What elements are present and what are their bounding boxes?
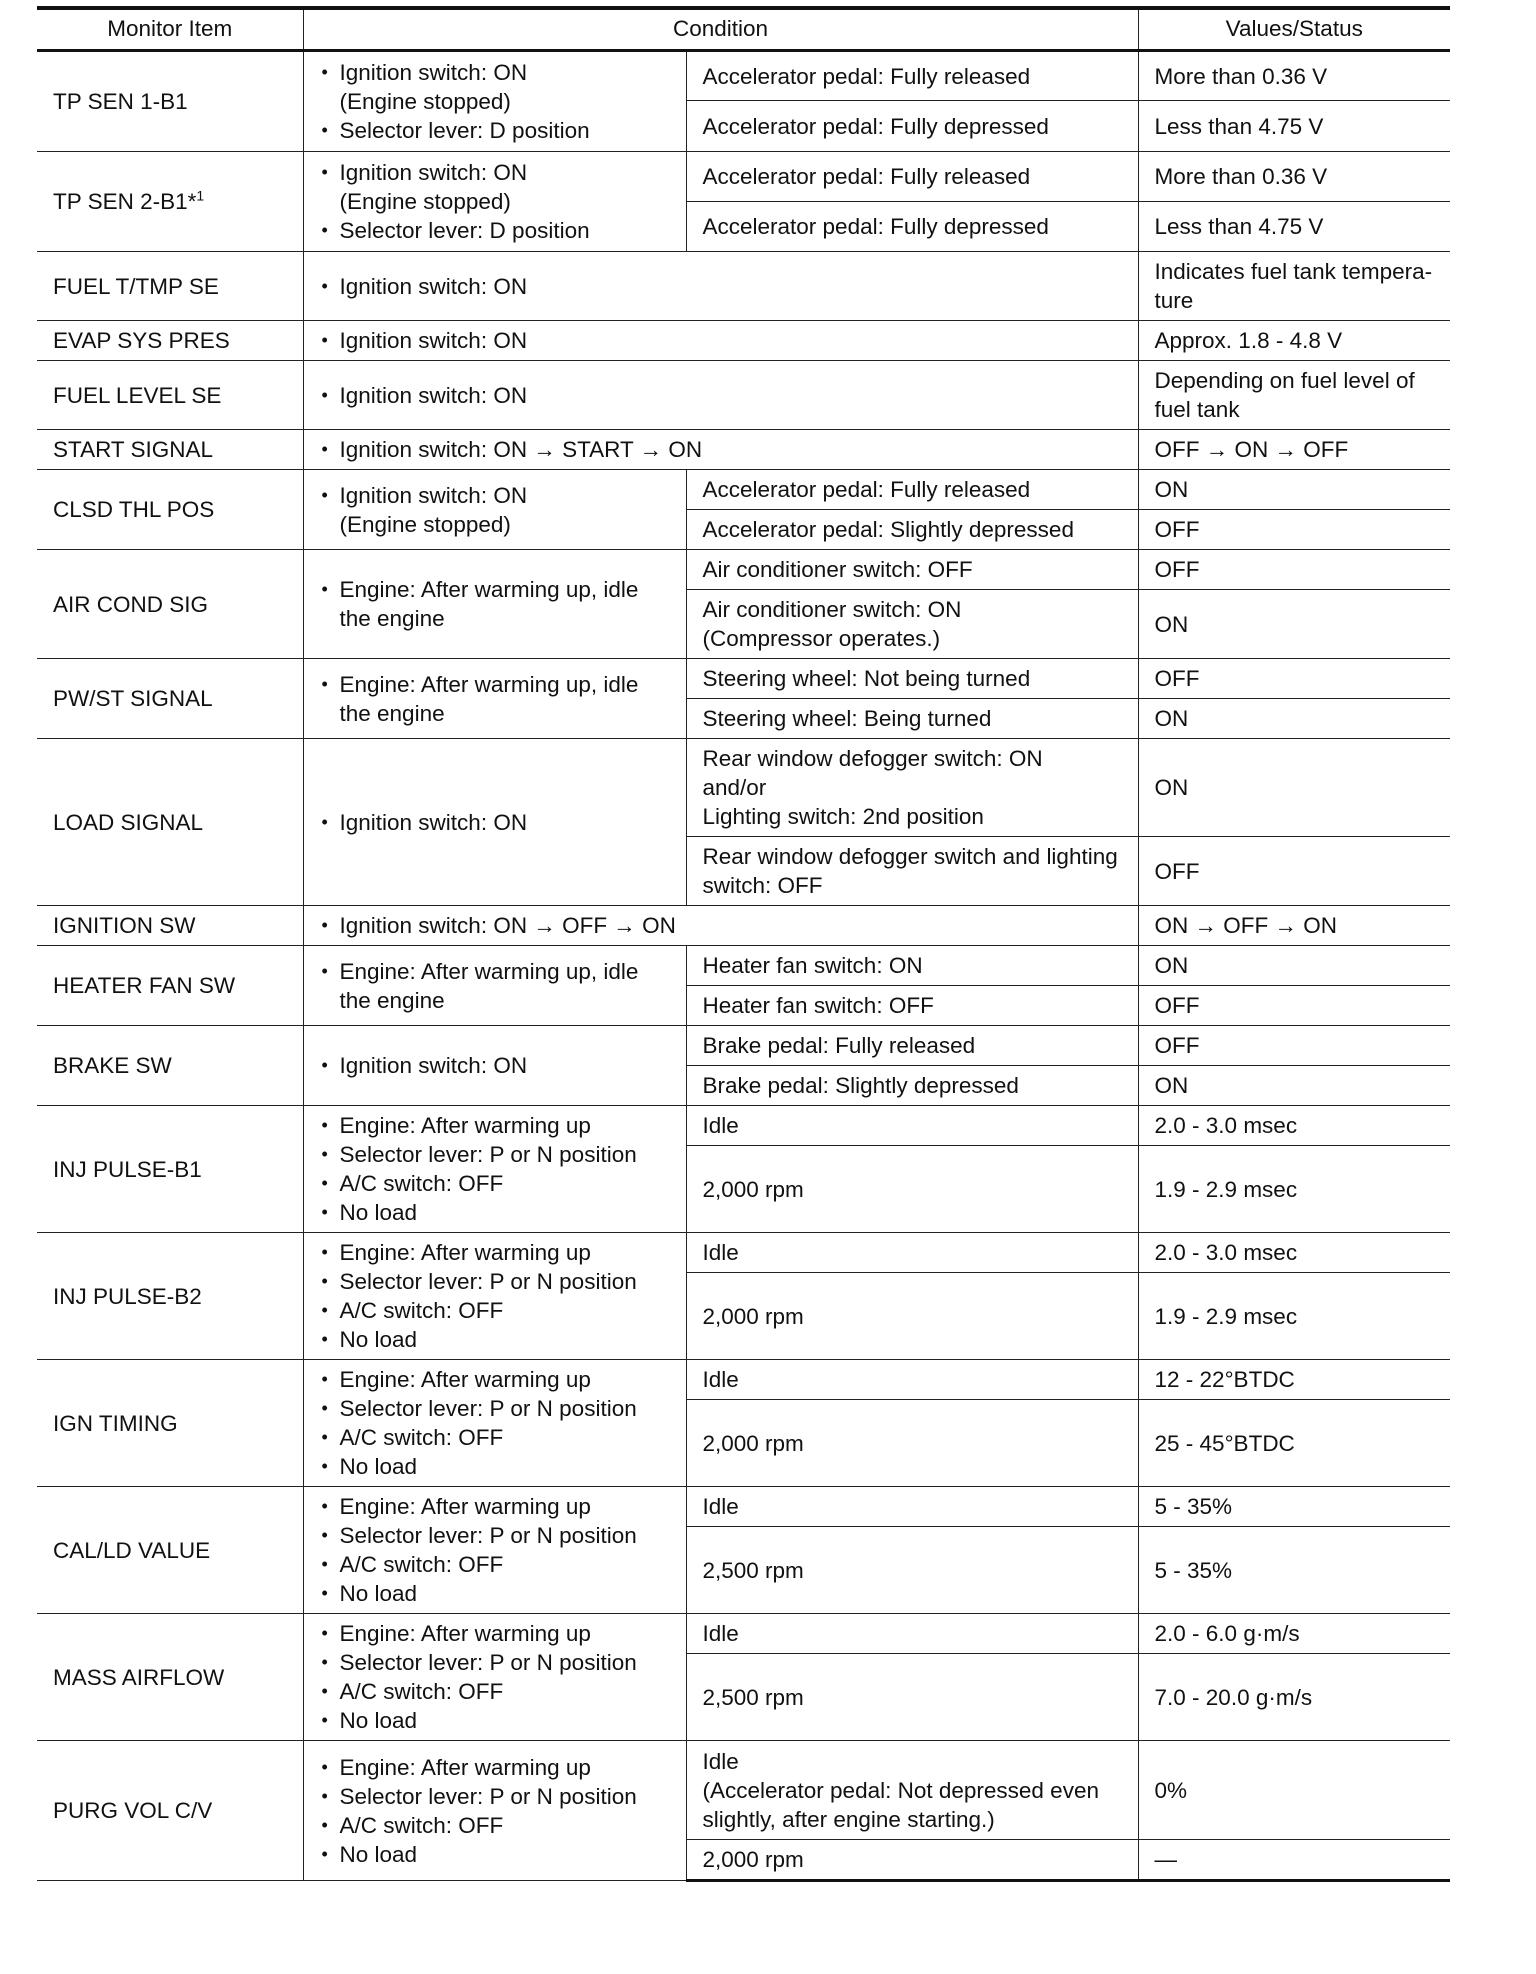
condition-cell [303, 659, 686, 739]
value-status: OFF → ON → OFF [1138, 430, 1450, 470]
value-status: 1.9 - 2.9 msec [1138, 1273, 1450, 1360]
table-row [37, 430, 1450, 470]
condition-cell [303, 946, 686, 1026]
table-header-row [37, 8, 1450, 51]
condition-bullet: • No load [320, 1840, 670, 1869]
header-condition: Condition [303, 8, 1138, 51]
condition-bullet: • Engine: After warming up [320, 1619, 670, 1648]
condition-bullet: • Selector lever: P or N position [320, 1140, 670, 1169]
condition-cell [303, 1106, 686, 1233]
sub-condition: 2,000 rpm [686, 1400, 1138, 1487]
value-status: ON [1138, 470, 1450, 510]
table-row [37, 1233, 1450, 1273]
condition-bullet: • Ignition switch: ON (Engine stopped) [320, 481, 670, 539]
value-status: ON [1138, 590, 1450, 659]
condition-cell [303, 1360, 686, 1487]
condition-bullet: • Ignition switch: ON → OFF → ON [320, 911, 1122, 940]
condition-cell [303, 252, 1138, 321]
value-status: More than 0.36 V [1138, 51, 1450, 101]
table-row [37, 1487, 1450, 1527]
sub-condition: Rear window defogger switch and lighting switch: OFF [686, 837, 1138, 906]
sub-condition: 2,000 rpm [686, 1146, 1138, 1233]
sub-condition: Idle [686, 1233, 1138, 1273]
condition-bullet: • Ignition switch: ON → START → ON [320, 435, 1122, 464]
sub-condition: 2,000 rpm [686, 1273, 1138, 1360]
value-status: OFF [1138, 1026, 1450, 1066]
condition-cell [303, 1026, 686, 1106]
monitor-item-label: TP SEN 2-B1* [53, 189, 197, 214]
sub-condition: Idle [686, 1487, 1138, 1527]
sub-condition: Accelerator pedal: Fully released [686, 152, 1138, 202]
sub-condition: Accelerator pedal: Fully released [686, 51, 1138, 101]
table-row [37, 361, 1450, 430]
value-status: Approx. 1.8 - 4.8 V [1138, 321, 1450, 361]
monitor-item: HEATER FAN SW [37, 946, 303, 1026]
condition-bullet: • Engine: After warming up [320, 1238, 670, 1267]
sub-condition: Idle [686, 1360, 1138, 1400]
header-values-status: Values/Status [1138, 8, 1450, 51]
sub-condition: Idle [686, 1614, 1138, 1654]
value-status: ON [1138, 699, 1450, 739]
condition-bullet: • Ignition switch: ON (Engine stopped) [320, 58, 670, 116]
sub-condition: Accelerator pedal: Slightly depressed [686, 510, 1138, 550]
value-status: ON → OFF → ON [1138, 906, 1450, 946]
condition-bullet: • Selector lever: P or N position [320, 1267, 670, 1296]
condition-bullet: • Selector lever: D position [320, 216, 670, 245]
value-status: 2.0 - 3.0 msec [1138, 1233, 1450, 1273]
table-row [37, 1360, 1450, 1400]
sub-condition: Accelerator pedal: Fully depressed [686, 202, 1138, 252]
value-status: ON [1138, 739, 1450, 837]
value-status: 1.9 - 2.9 msec [1138, 1146, 1450, 1233]
monitor-item-table-page [37, 6, 1450, 1882]
monitor-item: START SIGNAL [37, 430, 303, 470]
condition-bullet: • A/C switch: OFF [320, 1296, 670, 1325]
sub-condition: 2,000 rpm [686, 1840, 1138, 1881]
monitor-item: IGNITION SW [37, 906, 303, 946]
table-row [37, 1614, 1450, 1654]
condition-bullet: • Ignition switch: ON [320, 808, 670, 837]
condition-bullet: • A/C switch: OFF [320, 1677, 670, 1706]
table-row [37, 550, 1450, 590]
sub-condition: Rear window defogger switch: ON and/or Lighting switch: 2nd position [686, 739, 1138, 837]
table-row [37, 51, 1450, 101]
condition-bullet: • Ignition switch: ON [320, 381, 1122, 410]
monitor-item: FUEL LEVEL SE [37, 361, 303, 430]
sub-condition: Air conditioner switch: ON (Compressor operates.) [686, 590, 1138, 659]
condition-bullet: • Selector lever: P or N position [320, 1782, 670, 1811]
sub-condition: Steering wheel: Not being turned [686, 659, 1138, 699]
sub-condition: 2,500 rpm [686, 1654, 1138, 1741]
header-monitor-item: Monitor Item [37, 8, 303, 51]
table-row [37, 152, 1450, 202]
monitor-item: BRAKE SW [37, 1026, 303, 1106]
condition-bullet: • Engine: After warming up [320, 1365, 670, 1394]
monitor-item: CAL/LD VALUE [37, 1487, 303, 1614]
condition-bullet: • No load [320, 1325, 670, 1354]
value-status: 2.0 - 6.0 g·m/s [1138, 1614, 1450, 1654]
value-status: ON [1138, 946, 1450, 986]
condition-cell [303, 1233, 686, 1360]
table-row [37, 321, 1450, 361]
condition-cell [303, 321, 1138, 361]
condition-bullet: • A/C switch: OFF [320, 1169, 670, 1198]
table-row [37, 252, 1450, 321]
monitor-item-table [37, 6, 1450, 1882]
sub-condition: Brake pedal: Slightly depressed [686, 1066, 1138, 1106]
condition-bullet: • Engine: After warming up, idle the engine [320, 957, 670, 1015]
value-status: OFF [1138, 550, 1450, 590]
value-status: OFF [1138, 510, 1450, 550]
condition-cell [303, 550, 686, 659]
condition-bullet: • No load [320, 1706, 670, 1735]
condition-bullet: • Selector lever: P or N position [320, 1521, 670, 1550]
condition-cell [303, 470, 686, 550]
condition-bullet: • Ignition switch: ON [320, 1051, 670, 1080]
monitor-item: LOAD SIGNAL [37, 739, 303, 906]
condition-bullet: • A/C switch: OFF [320, 1811, 670, 1840]
condition-cell [303, 430, 1138, 470]
value-status: Less than 4.75 V [1138, 101, 1450, 152]
condition-bullet: • A/C switch: OFF [320, 1550, 670, 1579]
monitor-item: PURG VOL C/V [37, 1741, 303, 1881]
condition-bullet: • Ignition switch: ON [320, 272, 1122, 301]
sub-condition: 2,500 rpm [686, 1527, 1138, 1614]
table-row [37, 470, 1450, 510]
value-status: OFF [1138, 986, 1450, 1026]
value-status: Less than 4.75 V [1138, 202, 1450, 252]
monitor-item: MASS AIRFLOW [37, 1614, 303, 1741]
condition-cell [303, 152, 686, 252]
table-row [37, 1026, 1450, 1066]
condition-cell [303, 1487, 686, 1614]
condition-bullet: • Engine: After warming up, idle the engine [320, 575, 670, 633]
monitor-item: FUEL T/TMP SE [37, 252, 303, 321]
sub-condition: Accelerator pedal: Fully released [686, 470, 1138, 510]
value-status: More than 0.36 V [1138, 152, 1450, 202]
condition-bullet: • Selector lever: D position [320, 116, 670, 145]
sub-condition: Air conditioner switch: OFF [686, 550, 1138, 590]
condition-cell [303, 1614, 686, 1741]
condition-bullet: • Selector lever: P or N position [320, 1394, 670, 1423]
sub-condition: Steering wheel: Being turned [686, 699, 1138, 739]
footnote-marker: 1 [196, 187, 205, 204]
table-row [37, 739, 1450, 837]
value-status: 25 - 45°BTDC [1138, 1400, 1450, 1487]
condition-bullet: • No load [320, 1579, 670, 1608]
value-status: 5 - 35% [1138, 1487, 1450, 1527]
value-status: 5 - 35% [1138, 1527, 1450, 1614]
value-status: 0% [1138, 1741, 1450, 1840]
table-row [37, 1741, 1450, 1840]
value-status: 7.0 - 20.0 g·m/s [1138, 1654, 1450, 1741]
sub-condition: Heater fan switch: OFF [686, 986, 1138, 1026]
condition-bullet: • Selector lever: P or N position [320, 1648, 670, 1677]
condition-cell [303, 906, 1138, 946]
monitor-item: IGN TIMING [37, 1360, 303, 1487]
condition-bullet: • No load [320, 1198, 670, 1227]
monitor-item: EVAP SYS PRES [37, 321, 303, 361]
value-status: Indicates fuel tank tempera- ture [1138, 252, 1450, 321]
sub-condition: Heater fan switch: ON [686, 946, 1138, 986]
monitor-item: AIR COND SIG [37, 550, 303, 659]
value-status: OFF [1138, 837, 1450, 906]
table-row [37, 906, 1450, 946]
monitor-item: INJ PULSE-B1 [37, 1106, 303, 1233]
sub-condition: Accelerator pedal: Fully depressed [686, 101, 1138, 152]
value-status: 2.0 - 3.0 msec [1138, 1106, 1450, 1146]
condition-bullet: • Engine: After warming up [320, 1492, 670, 1521]
condition-bullet: • Engine: After warming up [320, 1111, 670, 1140]
table-row [37, 659, 1450, 699]
monitor-item [37, 152, 303, 252]
monitor-item: CLSD THL POS [37, 470, 303, 550]
condition-cell [303, 51, 686, 152]
sub-condition: Idle [686, 1106, 1138, 1146]
condition-bullet: • Engine: After warming up [320, 1753, 670, 1782]
value-status: Depending on fuel level of fuel tank [1138, 361, 1450, 430]
condition-cell [303, 361, 1138, 430]
condition-bullet: • Engine: After warming up, idle the engine [320, 670, 670, 728]
value-status: — [1138, 1840, 1450, 1881]
condition-cell [303, 1741, 686, 1881]
table-row [37, 1106, 1450, 1146]
condition-bullet: • Ignition switch: ON (Engine stopped) [320, 158, 670, 216]
monitor-item: TP SEN 1-B1 [37, 51, 303, 152]
value-status: OFF [1138, 659, 1450, 699]
condition-bullet: • No load [320, 1452, 670, 1481]
monitor-item: INJ PULSE-B2 [37, 1233, 303, 1360]
condition-cell [303, 739, 686, 906]
monitor-item: PW/ST SIGNAL [37, 659, 303, 739]
condition-bullet: • Ignition switch: ON [320, 326, 1122, 355]
value-status: 12 - 22°BTDC [1138, 1360, 1450, 1400]
sub-condition: Idle (Accelerator pedal: Not depressed even slightly, after engine starting.) [686, 1741, 1138, 1840]
value-status: ON [1138, 1066, 1450, 1106]
table-row [37, 946, 1450, 986]
condition-bullet: • A/C switch: OFF [320, 1423, 670, 1452]
sub-condition: Brake pedal: Fully released [686, 1026, 1138, 1066]
